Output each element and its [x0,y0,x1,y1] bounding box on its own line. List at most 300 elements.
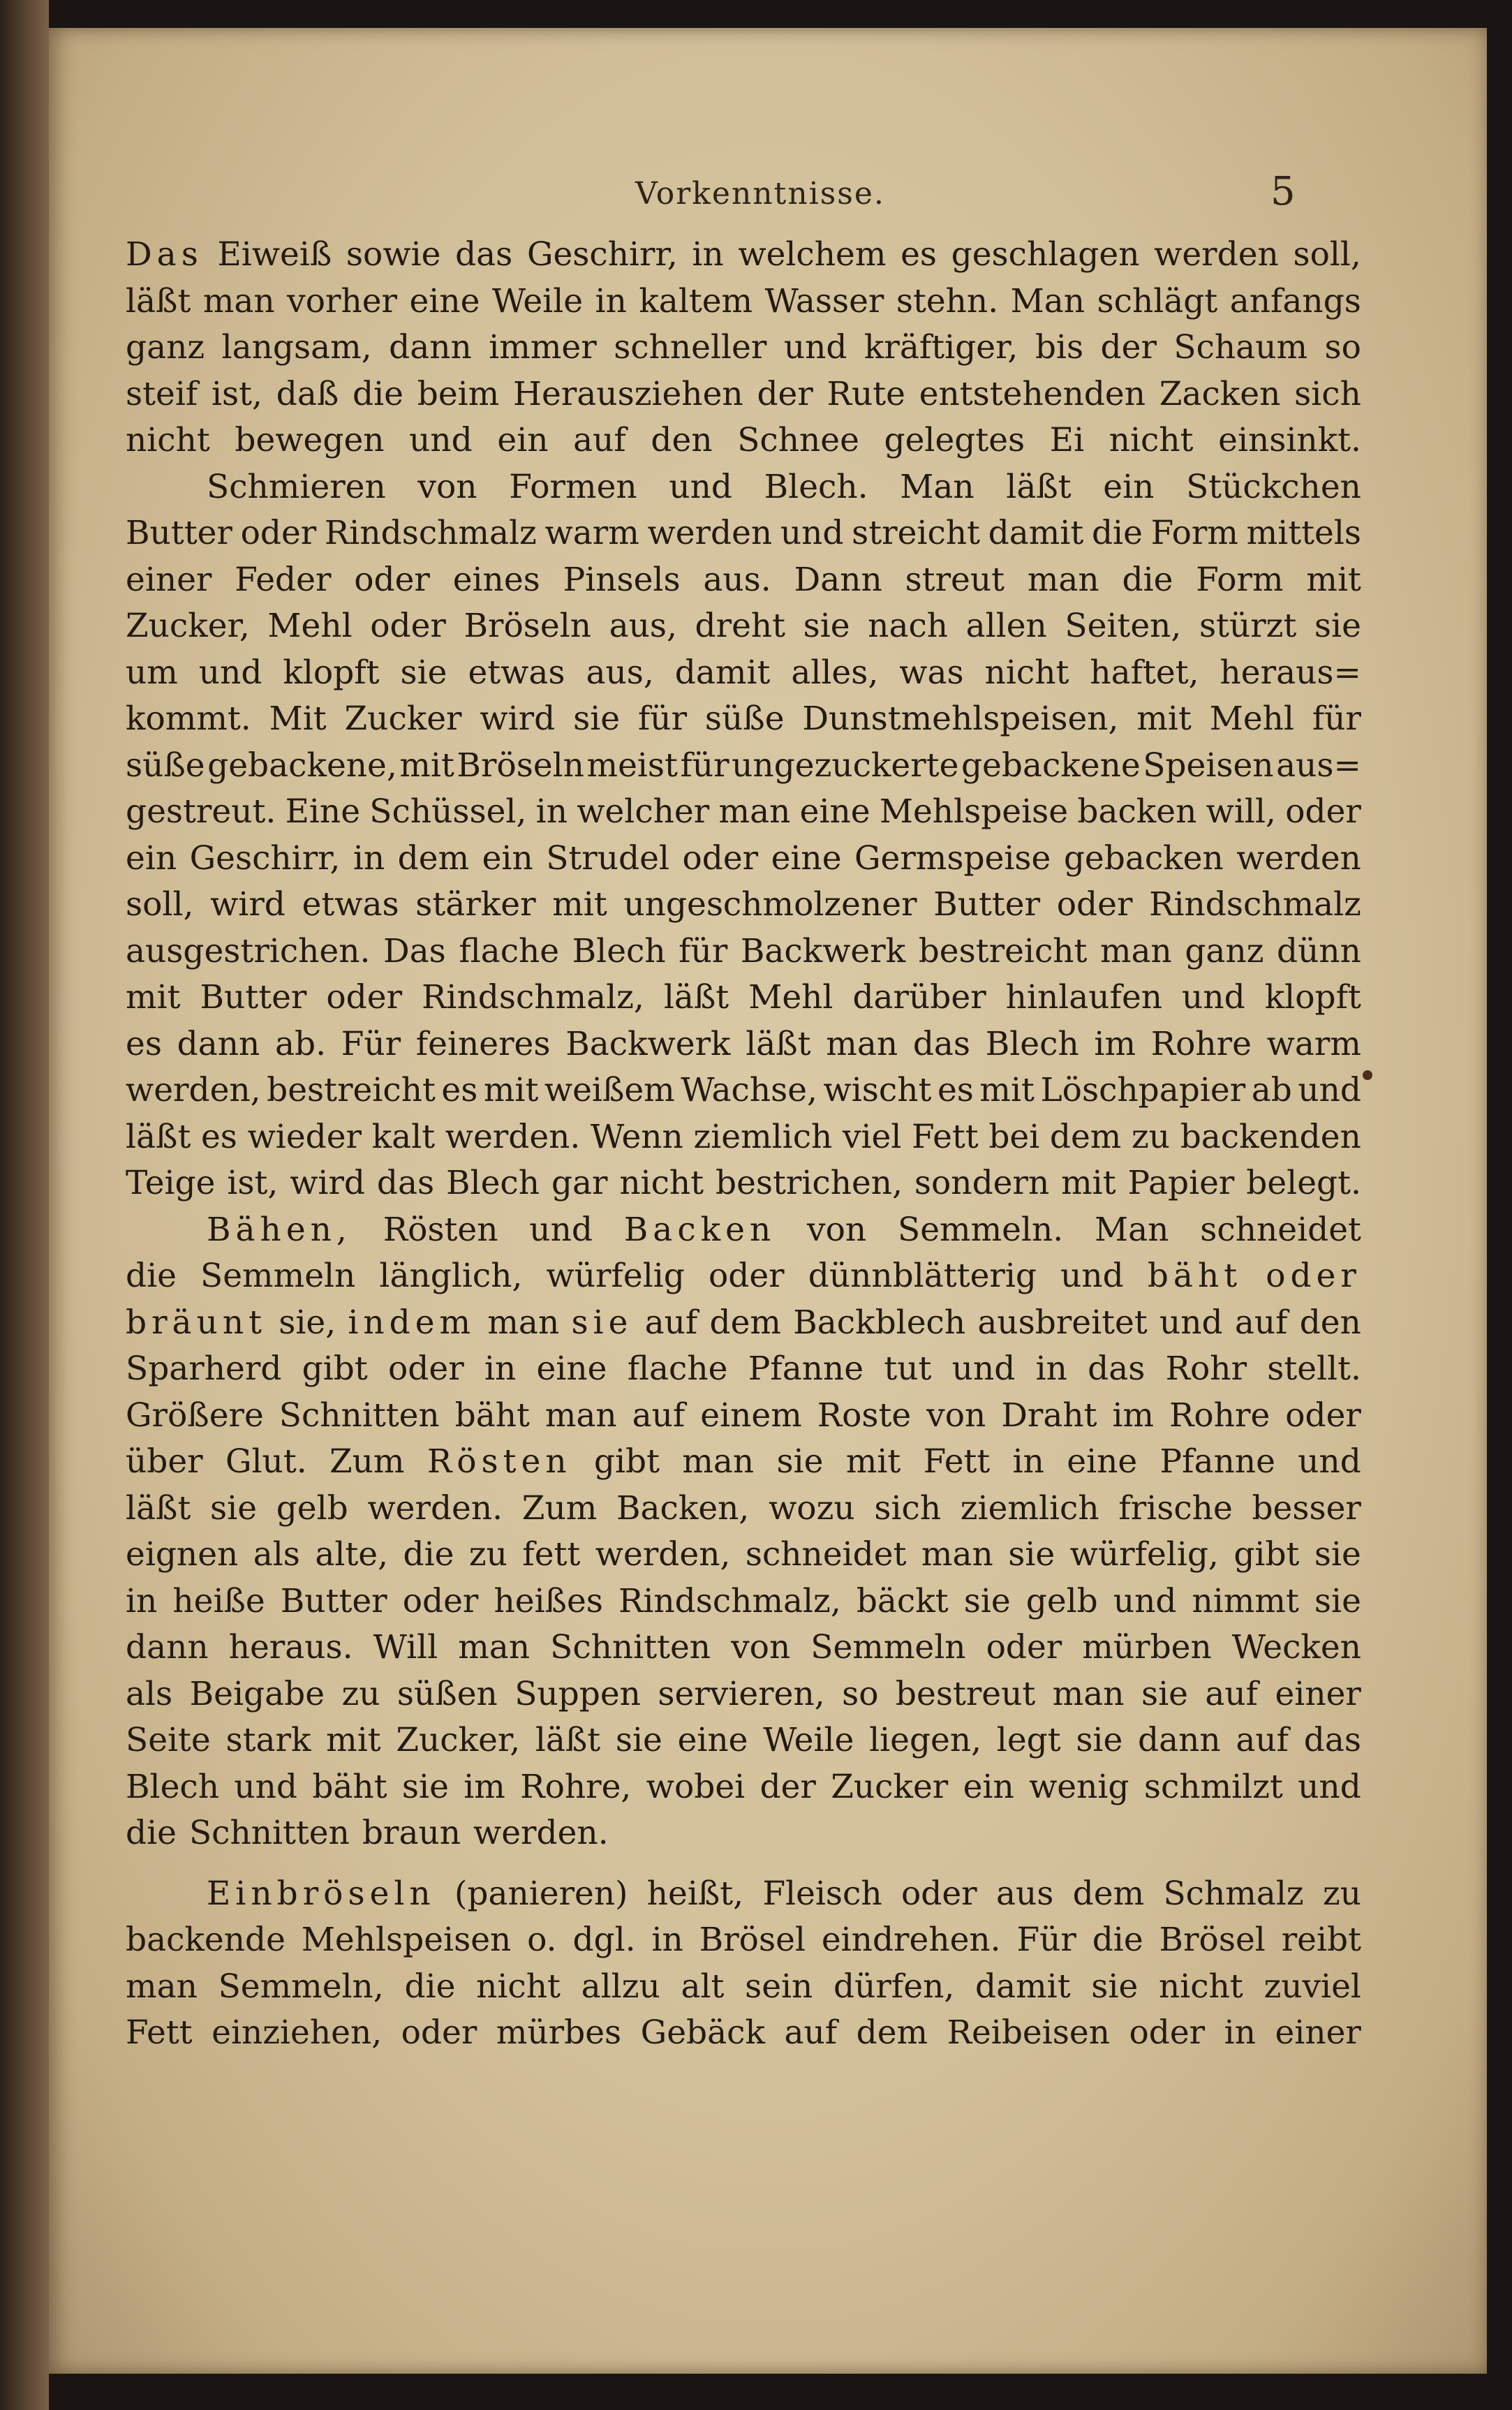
word: mit [979,1071,1035,1109]
word: liegen, [869,1721,982,1759]
word: Rindschmalz, [422,978,644,1017]
text-line [126,1625,1361,1671]
word: schneidet [1200,1210,1361,1249]
word: und [669,467,732,506]
word: gebackene, [207,746,397,785]
word: Wecken [1231,1628,1361,1666]
word: beim [417,374,500,413]
word: wieder [247,1117,362,1156]
word: Größere [126,1396,264,1435]
word: Fett [923,1442,991,1481]
word: in [126,1581,158,1620]
word: damit [975,1967,1071,2006]
word: alles, [791,653,879,692]
word: die [403,1535,454,1574]
text-line [126,1671,1361,1718]
page-number: 5 [1270,169,1296,214]
word: es [441,1071,478,1109]
word: sie [1076,1721,1123,1759]
word: Backen [623,1210,776,1249]
word: langsam, [221,328,372,367]
word: sie [615,1721,662,1759]
word: dreht [695,607,786,645]
text-line [126,1717,1361,1764]
word: Papier [1127,1164,1235,1202]
word: kalt [371,1117,436,1156]
text-line [126,417,1361,464]
word: und [1298,1071,1361,1109]
word: Schüssel, [369,792,527,831]
word: die [126,1814,177,1852]
word: nimmt [1192,1581,1299,1620]
word: ein [497,421,549,459]
word: bäht [454,1396,530,1435]
word: werden, [595,1535,731,1574]
word: mit [1061,1164,1116,1202]
word: Weile [491,281,584,320]
word: sie [1091,1967,1139,2006]
word: Das [383,931,446,970]
text-line [126,1393,1361,1440]
word: werden. [367,1488,503,1528]
word: man [1027,560,1099,599]
word: die [1092,1921,1143,1959]
word: einer [126,560,212,599]
word: länglich, [379,1257,523,1295]
word: für [680,746,729,785]
word: geschlagen [951,235,1140,274]
word: im [464,1767,505,1806]
word: backenden [1180,1117,1361,1156]
word: es [126,1024,162,1063]
word: einer [1275,2013,1361,2052]
word: klopft [1264,978,1361,1017]
word: dann [1137,1721,1221,1759]
word: auf [573,421,626,459]
word: Schmieren [207,467,386,506]
word: wobei [646,1767,746,1806]
word: nicht [619,1164,704,1202]
word: ausbreitet [977,1303,1148,1342]
word: Stückchen [1186,467,1361,506]
word: vorher [287,281,398,320]
word: sie [571,1303,633,1342]
word: man [126,1967,198,2006]
word: Sparherd [126,1350,282,1388]
word: einsinkt. [1218,421,1361,459]
word: Pfanne [1159,1442,1275,1481]
word: kaltem [639,281,753,320]
word: braun [362,1814,461,1852]
word: heraus. [228,1628,353,1666]
word: das [1088,1350,1146,1388]
word: und [409,421,473,459]
word: Gebäck [640,2013,765,2052]
word: bei [988,1117,1040,1156]
word: Backwerk [565,1024,731,1063]
word: heraus= [1220,653,1361,692]
word: Bröseln [464,607,591,645]
word: oder [682,838,759,878]
word: läßt [746,1024,811,1063]
word: sie, [279,1303,336,1342]
word: dem [709,1303,781,1342]
word: ziemlich [960,1488,1099,1528]
word: feineres [415,1024,551,1063]
text-line [126,882,1361,929]
word: es [937,1071,974,1109]
text-line [126,1114,1361,1161]
word: zu [1322,1874,1361,1913]
word: o. [527,1921,557,1959]
word: Zucker, [126,607,250,645]
word: und [529,1210,593,1249]
word: Strudel [546,838,669,878]
word: dann [126,1628,209,1666]
text-line [126,1579,1361,1625]
word: Beigabe [189,1674,325,1713]
word: Brösel [699,1921,806,1959]
word: die [126,1257,177,1295]
word: oder [1266,1257,1361,1295]
word: das [912,1024,971,1063]
word: gelb [1025,1581,1098,1620]
word: Roste [817,1396,912,1435]
word: Backwerk [740,931,906,970]
word: servieren, [658,1674,825,1713]
word: bestrichen, [715,1164,903,1202]
word: Rindschmalz [324,514,537,552]
word: Zucker [344,700,462,738]
word: soll, [126,885,194,924]
word: aus. [703,560,771,599]
word: und [1182,978,1245,1017]
text-line [126,836,1361,882]
word: ist, [212,374,262,413]
word: Blech [572,931,666,970]
word: aus [995,1874,1054,1913]
word: dem [856,2013,928,2052]
text-line [126,929,1361,975]
word: ausgestrichen. [126,931,371,970]
word: weißem [544,1071,675,1109]
word: man [718,792,791,831]
word: Zum [521,1488,598,1528]
body-text [126,232,1361,2057]
word: allzu [581,1967,660,2006]
word: fett [522,1535,581,1574]
word: oder [370,607,446,645]
word: Rohre [1150,1024,1252,1063]
word: Schnitten [279,1396,440,1435]
text-line [126,1810,1361,1857]
paragraph-gap [126,1857,1361,1871]
text-line [126,1764,1361,1811]
word: bestreicht [918,931,1088,970]
word: werden [1154,235,1279,274]
word: sie [776,1442,824,1481]
word: ein [1103,467,1155,506]
text-line [126,603,1361,650]
word: Blech [446,1164,540,1202]
book-page [49,28,1487,2374]
word: frische [1118,1488,1233,1528]
word: ein [963,1767,1014,1806]
word: oder [240,514,317,552]
word: tut [884,1350,932,1388]
word: mit [483,1071,539,1109]
text-line [126,975,1361,1021]
word: dem [397,838,470,878]
word: werden [647,514,773,552]
word: und [783,328,847,367]
word: Butter [280,1581,387,1620]
text-line [126,1486,1361,1532]
word: mit [326,1721,381,1759]
word: streicht [852,514,980,552]
text-line [126,464,1361,511]
word: Rohre [1169,1396,1270,1435]
word: Für [341,1024,401,1063]
word: Schaum [1173,328,1308,367]
word: dann [389,328,472,367]
word: mit [552,885,607,924]
word: man [921,1535,993,1574]
word: über [126,1442,203,1481]
word: warm [544,514,639,552]
word: einer [1275,1674,1361,1713]
word: etwas [302,885,399,924]
word: Fleisch [762,1874,882,1913]
word: werden. [445,1117,581,1156]
word: ganz [126,328,205,367]
word: Mehlspeisen [301,1921,512,1959]
word: mittels [1246,514,1361,552]
word: meist [586,746,678,785]
word: süßen [396,1674,498,1713]
word: flache [627,1350,728,1388]
word: läßt [126,1117,191,1156]
text-line [126,1917,1361,1964]
word: soll, [1293,235,1361,274]
word: ziemlich [693,1117,833,1156]
word: sie [401,1767,449,1806]
word: bewegen [235,421,385,459]
text-line [126,557,1361,604]
word: Rohr [1165,1350,1247,1388]
word: was [899,653,964,692]
word: mürben [1082,1628,1212,1666]
word: die [1091,514,1143,552]
word: nicht [476,1967,561,2006]
word: wird [480,700,556,738]
word: alte, [315,1535,389,1574]
word: klopft [283,653,380,692]
word: oder [402,1581,479,1620]
word: Wenn [590,1117,683,1156]
word: entstehenden [919,374,1146,413]
word: eine [677,1721,748,1759]
word: als [126,1674,173,1713]
word: Löschpapier [1040,1071,1246,1109]
word: läßt [535,1721,601,1759]
text-line [126,1439,1361,1486]
word: den [651,421,713,459]
word: Rute [827,374,905,413]
word: haftet, [1090,653,1199,692]
word: es [900,235,937,274]
word: sein [745,1967,813,2006]
word: Will [373,1628,438,1666]
word: backen [1077,792,1197,831]
word: Mit [269,700,327,738]
word: belegt. [1246,1164,1361,1202]
word: Eiweiß [217,235,332,274]
text-line [126,696,1361,743]
word: flache [459,931,560,970]
word: bräunt [126,1303,267,1342]
text-line [126,325,1361,371]
word: süße [126,746,205,785]
word: man [1052,1674,1125,1713]
word: Fett [912,1117,979,1156]
word: stürzt [1199,607,1297,645]
word: eine [799,792,870,831]
word: Mehl [748,978,833,1017]
word: und [1298,1442,1361,1481]
word: Zacken [1159,374,1281,413]
word: Feder [235,560,332,599]
word: von [731,1628,791,1666]
word: bäht [1147,1257,1243,1295]
word: und [1113,1581,1177,1620]
word: bäckt [856,1581,949,1620]
word: und [234,1767,297,1806]
word: nicht [1109,421,1194,459]
text-line [126,2010,1361,2057]
word: oder [326,978,403,1017]
word: man [682,1442,755,1481]
word: kommt. [126,700,251,738]
text-line [126,1964,1361,2011]
word: dünn [1277,931,1361,970]
word: gelegtes [884,421,1025,459]
word: schlägt [1097,281,1218,320]
word: sich [1294,374,1361,413]
word: man [458,1628,531,1666]
word: läßt [126,281,191,320]
word: ungeschmolzener [623,885,917,924]
word: sie [1314,1581,1361,1620]
text-line [126,1532,1361,1579]
word: mit [399,746,454,785]
word: Zucker [831,1767,949,1806]
word: Semmeln [200,1257,356,1295]
word: (panieren) [454,1874,628,1913]
word: Glut. [225,1442,307,1481]
word: Semmeln [810,1628,966,1666]
word: in [651,1921,683,1959]
word: Blech [985,1024,1079,1063]
word: Formen [509,467,637,506]
word: läßt [663,978,729,1017]
word: welchem [738,235,887,274]
word: oder [1285,792,1361,831]
text-line [126,232,1361,279]
word: ab. [274,1024,327,1063]
word: oder [388,1350,464,1388]
word: und [1298,1767,1361,1806]
word: dürfen, [833,1967,955,2006]
word: aus= [1276,746,1361,785]
book-binding-edge [0,0,49,2410]
word: auf [632,1396,685,1435]
word: mit [1306,560,1361,599]
word: dem [1049,1117,1122,1156]
word: Herausziehen [513,374,743,413]
word: man [544,1396,617,1435]
word: in [1224,2013,1256,2052]
word: läßt [126,1488,191,1528]
word: schneller [614,328,767,367]
word: Rösten [427,1442,572,1481]
word: zuviel [1263,1967,1361,2006]
word: Wasser [764,281,884,320]
word: sie [803,607,850,645]
word: in [535,792,568,831]
word: Rohre, [520,1767,632,1806]
word: oder [900,1874,977,1913]
word: Wachse, [681,1071,817,1109]
paragraph [126,464,1361,1207]
word: und [1060,1257,1124,1295]
word: stärker [415,885,536,924]
word: es [200,1117,237,1156]
word: Geschirr, [189,838,341,878]
word: ganz [1185,931,1264,970]
word: reibt [1281,1921,1361,1959]
word: nicht [1158,1967,1243,2006]
word: ist, [227,1164,279,1202]
word: sie [1314,1535,1361,1574]
word: Man [900,467,974,506]
word: sich [874,1488,942,1528]
paragraph [126,232,1361,464]
word: Ei [1049,421,1085,459]
word: will, [1206,792,1276,831]
word: dem [1072,1874,1145,1913]
word: würfelig [546,1257,685,1295]
word: man [826,1024,898,1063]
word: oder [1285,1396,1361,1435]
word: heißt, [646,1874,744,1913]
word: eindrehen. [821,1921,1001,1959]
word: schmilzt [1143,1767,1283,1806]
word: ein [126,838,177,878]
word: sie [1008,1535,1055,1574]
word: sie [400,653,447,692]
word: sie [573,700,621,738]
word: indem [348,1303,476,1342]
word: Mehl [1209,700,1294,738]
running-head [49,162,1487,218]
word: Speisen [1143,746,1274,785]
word: Schnee [737,421,859,459]
word: der [759,1767,816,1806]
paragraph [126,1207,1361,1857]
word: Seiten, [1065,607,1182,645]
word: alt [681,1967,725,2006]
